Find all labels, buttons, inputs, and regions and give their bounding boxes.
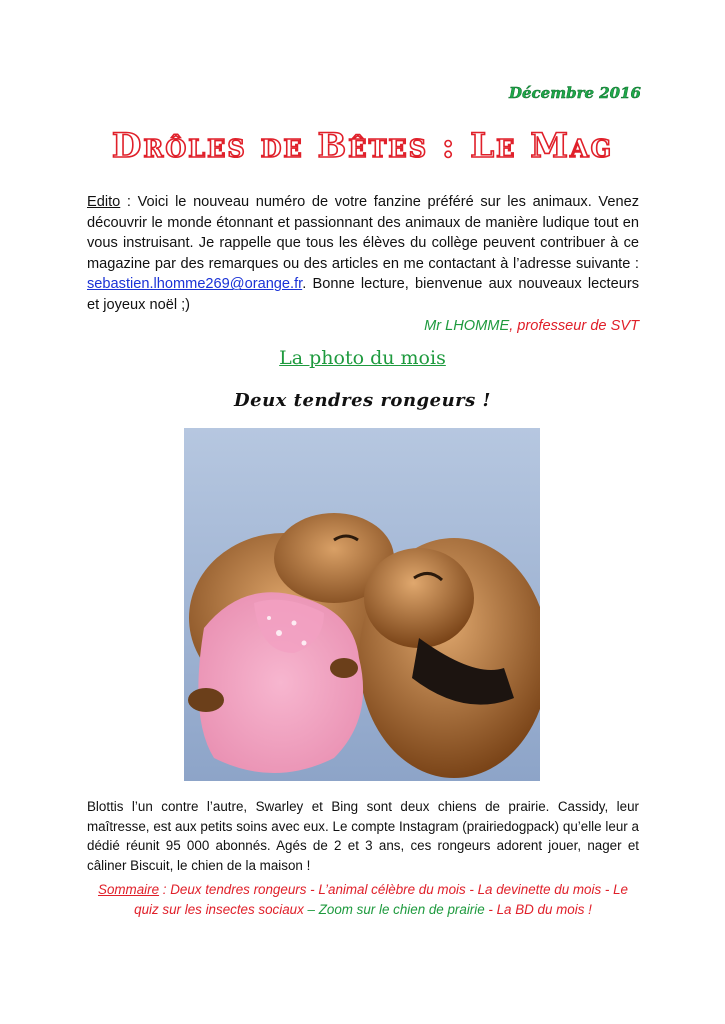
prairie-dogs-photo [184, 428, 540, 781]
edito-label: Edito [87, 194, 121, 210]
table-of-contents [87, 880, 639, 919]
issue-date: Décembre 2016 [508, 84, 641, 102]
photo-caption: Blottis l’un contre l’autre, Swarley et Bing sont deux chiens de prairie. Cassidy, leur maîtresse, est aux petits soins avec eux. Le compte Instagram (prairiedogpack) qu’elle leur a dédié réunit 95 000 abonnés. Agés de 2 et 3 ans, ces rongeurs adorent jouer, nager et câliner Biscuit, le chien de la maison ! [87, 799, 639, 873]
edito-paragraph [87, 192, 639, 316]
sommaire-part3: - La BD du mois ! [484, 901, 592, 917]
signature-role: , professeur de SVT [509, 318, 639, 334]
sommaire-part2: – Zoom sur le chien de prairie [307, 901, 485, 917]
contact-email-link[interactable]: sebastien.lhomme269@orange.fr [87, 276, 303, 293]
edito-text-before: : Voici le nouveau numéro de votre fanzine préféré sur les animaux. Venez découvrir le monde étonnant et passionnant des animaux de manière ludique tout en vous instruisant. Je rappelle que tous les élèves du collège peuvent contribuer à ce magazine par des remarques ou des articles en me contactant à l’adresse suivante : [87, 194, 639, 272]
sommaire-label: Sommaire [98, 882, 160, 897]
signature [424, 318, 639, 334]
magazine-title: Drôles de Bêtes : Le Mag [111, 126, 614, 166]
photo-title: Deux tendres rongeurs ! [234, 390, 491, 411]
sommaire-part1: : Deux tendres rongeurs - L’animal célèbre du mois - La devinette du mois - Le quiz sur les insectes sociaux [134, 882, 628, 917]
signature-name: Mr LHOMME [424, 318, 510, 334]
edito-text-after: . Bonne lecture, bienvenue aux nouveaux lecteurs et joyeux noël ;) [87, 276, 639, 313]
section-title: La photo du mois [279, 347, 446, 369]
